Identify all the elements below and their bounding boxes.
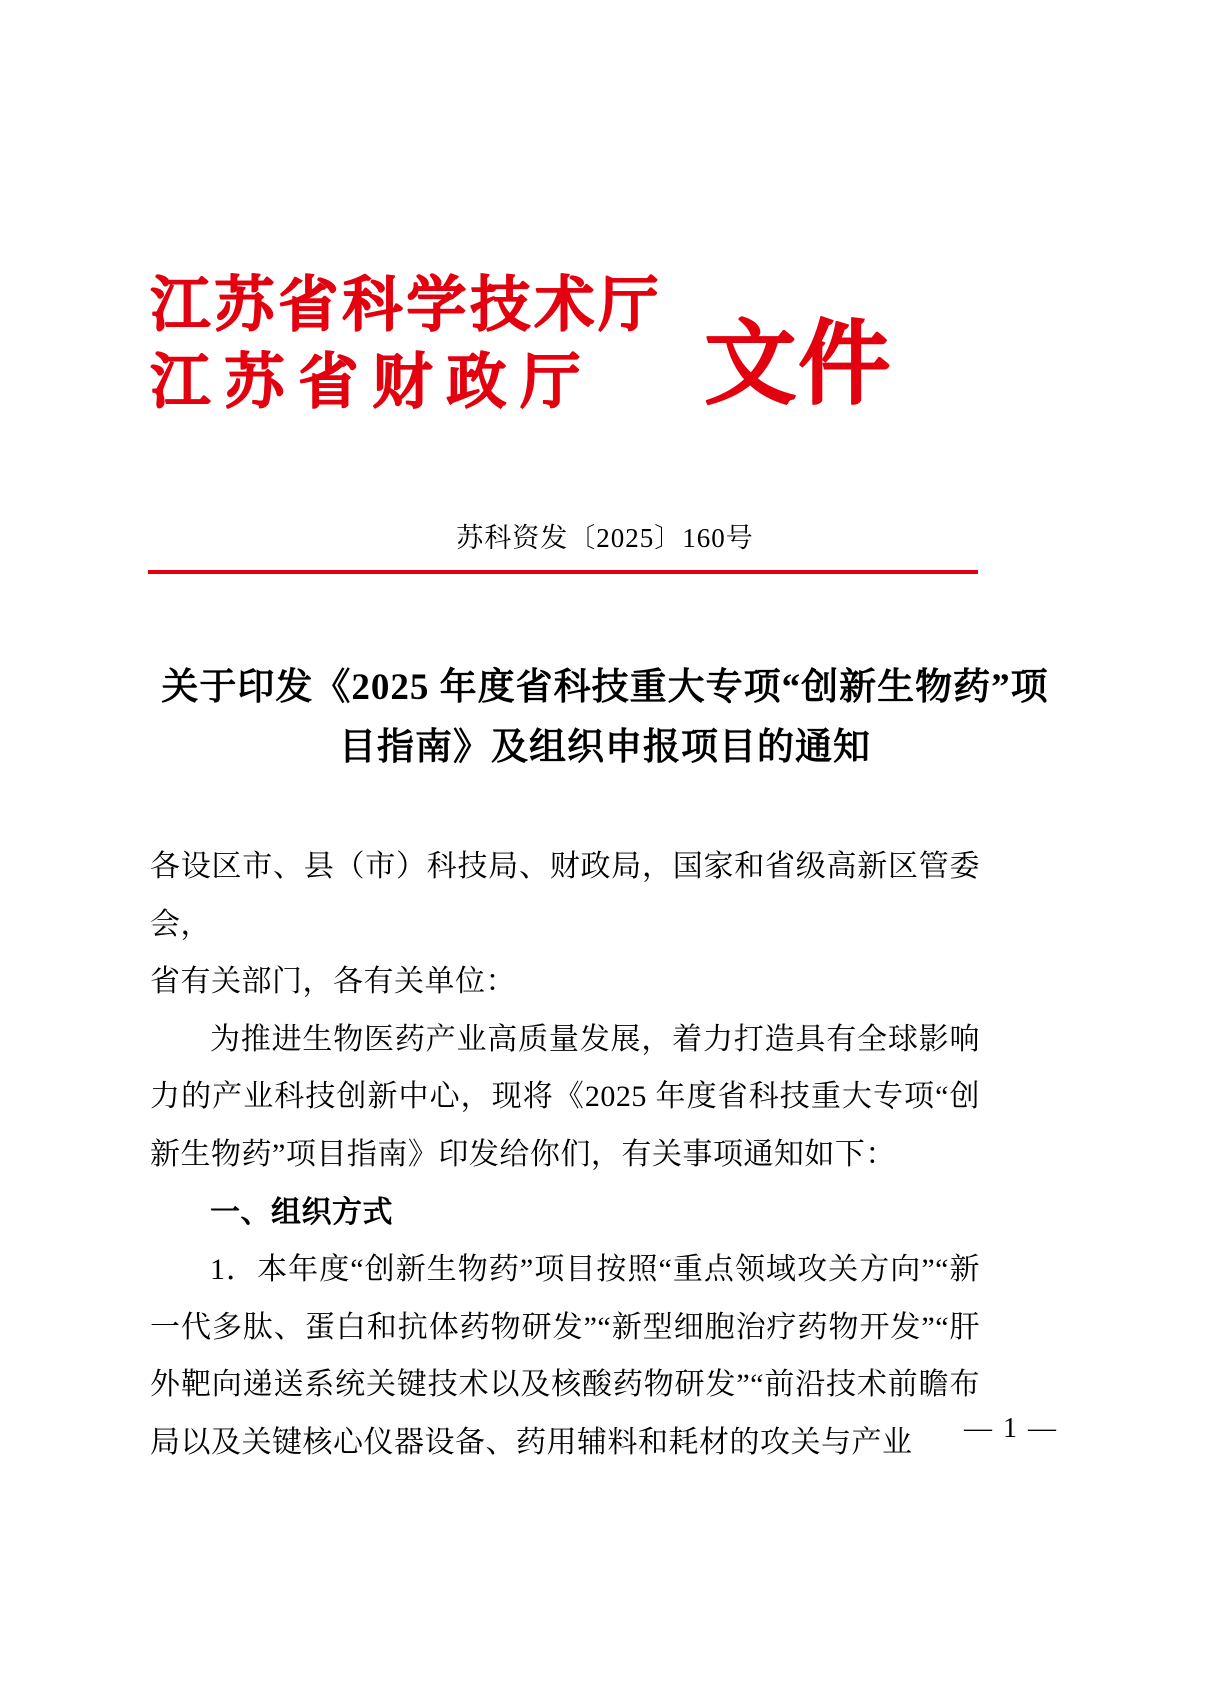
page-title: 关于印发《2025 年度省科技重大专项“创新生物药”项目指南》及组织申报项目的通知 <box>161 667 1049 768</box>
masthead <box>150 270 1060 418</box>
issuing-departments <box>150 270 662 418</box>
document-number: 苏科资发〔2025〕160号 <box>456 523 754 553</box>
department-name-line-1: 江苏省科学技术厅 <box>150 272 662 338</box>
body-paragraph-1: 为推进生物医药产业高质量发展，着力打造具有全球影响力的产业科技创新中心，现将《2025 年度省科技重大专项“创新生物药”项目指南》印发给你们，有关事项通知如下： <box>150 1022 980 1171</box>
masthead-row <box>150 270 1060 418</box>
page-number: — 1 — <box>964 1413 1058 1444</box>
section-heading-1: 一、组织方式 <box>210 1195 393 1229</box>
addressee-line-1: 各设区市、县（市）科技局、财政局，国家和省级高新区管委会， <box>150 850 980 941</box>
body-item-1: 1．本年度“创新生物药”项目按照“重点领域攻关方向”“新一代多肽、蛋白和抗体药物研发”“新型细胞治疗药物开发”“肝外靶向递送系统关键技术以及核酸药物研发”“前沿技术前瞻布局以及关键核心仪器设备、药用辅料和耗材的攻关与产业 <box>150 1253 980 1459</box>
red-divider-rule <box>148 570 978 574</box>
addressee-line-2: 省有关部门，各有关单位： <box>150 965 516 999</box>
department-name-line-2: 江苏省财政厅 <box>150 348 594 415</box>
document-body <box>150 838 980 1472</box>
document-word-label: 文件 <box>704 313 893 415</box>
